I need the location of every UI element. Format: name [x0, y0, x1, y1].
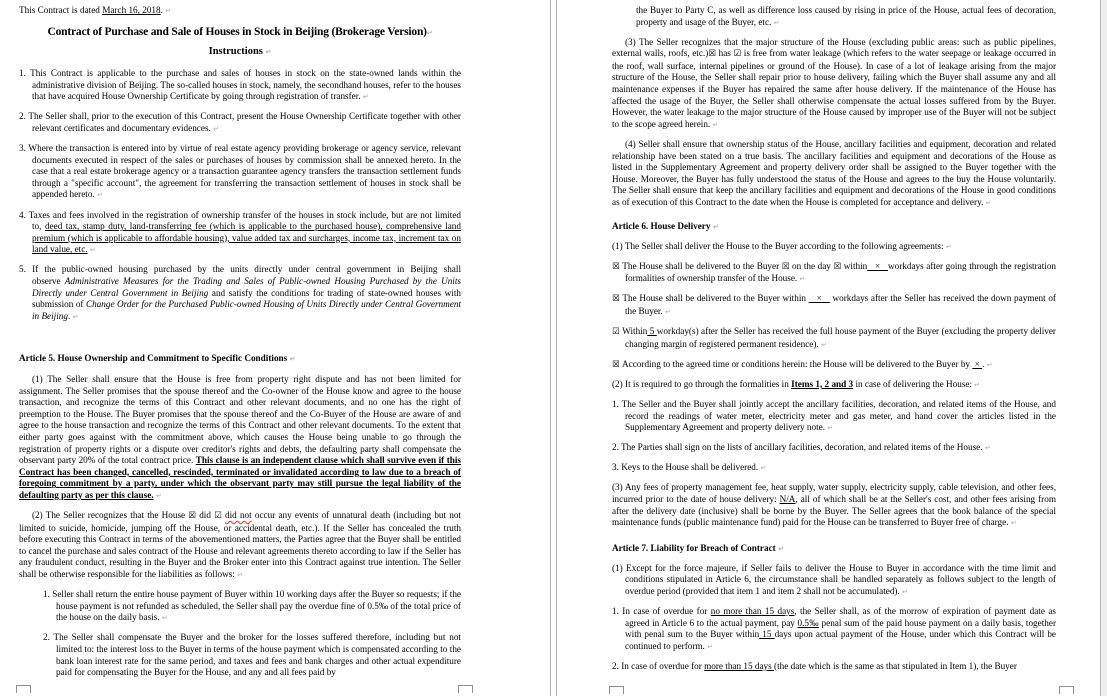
paragraph-mark: ↵ — [161, 614, 168, 623]
instruction-item-2 — [19, 111, 461, 135]
text-run: Instructions — [208, 46, 266, 58]
article-5-clause-2 — [19, 510, 461, 582]
underlined-text: more than 15 days — [704, 661, 775, 672]
text-run: (2) It is required to go through the formalities in — [612, 378, 792, 389]
paragraph-mark: ↵ — [799, 275, 806, 284]
bold-text: Article 6. House Delivery — [612, 220, 711, 231]
text-run: 1. This Contract is applicable to the purchase and sales of houses in stock on the state-owned lands within the administrative division of Beijing. The so-called houses in stock, namely, the secondhand houses, refer to the houses that have acquired House Ownership Certificate by going through registration of transfer. — [19, 68, 461, 102]
checkbox-icon: ☒ — [612, 359, 620, 370]
text-run: 1. Seller shall return the entire house payment of Buyer within 10 working days after the Buyer so requests; if the house payment is not refunded as scheduled, the Seller shall pay the overdue fine of 0.5‰ of the total price of the house on the daily basis. — [43, 589, 461, 623]
article-7-heading — [612, 543, 1056, 556]
paragraph-mark: ↵ — [986, 360, 993, 369]
paragraph-mark: ↵ — [362, 93, 369, 102]
text-run: 1. In case of overdue for — [612, 606, 711, 617]
text-run: 2. In case of overdue for — [612, 661, 705, 672]
text-boundary-mark — [1059, 686, 1074, 694]
article-5-clause-3 — [612, 37, 1056, 132]
delivery-option-3 — [612, 326, 1056, 351]
text-run: workdays after going through the registration formalities of ownership transfer of the House. — [625, 260, 1057, 284]
paragraph-mark: ↵ — [945, 242, 952, 251]
bold-underlined-text: Items 1, 2 and 3 — [791, 378, 854, 389]
italic-text: Administrative Measures for the Trading and Sales of Public-owned Housing Purchased by the Units Directly under Central Government in Beijing — [32, 276, 461, 298]
article-6-heading — [612, 221, 1056, 234]
right-page-text — [612, 5, 1056, 673]
window-background — [1101, 0, 1107, 696]
delivery-formality-2 — [612, 442, 1056, 455]
underlined-text: deed tax, stamp duty, land-transferring fee (which is applicable to the purchased house), comprehensive land premium (which is applicable to affordable housing), value added tax and surcharges, income tax, increment tax on land value, etc. — [32, 221, 461, 255]
checkbox-icon: ☑ — [733, 49, 742, 60]
delivery-formality-1 — [612, 399, 1056, 435]
underlined-text: × — [867, 260, 888, 271]
underlined-text: 15 — [759, 629, 775, 640]
bold-underlined-text: This clause is an independent clause which shall survive even if this Contract has been changed, cancelled, rescinded, terminated or invalidated according to law due to a breach of foregoing commitment by a party, under which the observant party may still pursue the legal liability of the defaulting party as per this clause. — [19, 455, 461, 500]
overdue-item-1 — [612, 606, 1056, 653]
paragraph-mark: ↵ — [426, 29, 433, 38]
checkbox-icon: ☒ — [188, 511, 197, 521]
overdue-item-2 — [612, 661, 1056, 673]
text-run: and satisfy the conditions for trading of state-owned houses with submission of — [32, 287, 461, 310]
text-run: 5. If the public-owned housing purchased by the units directly under central government in Beijing shall observe — [19, 264, 461, 286]
text-boundary-mark — [609, 686, 624, 694]
contract-title — [19, 25, 461, 41]
text-run: penal sum of the paid house payment on a daily basis, together with penal sum to the Buyer within — [625, 617, 1056, 640]
paragraph-mark: ↵ — [707, 642, 714, 651]
paragraph-mark: ↵ — [775, 544, 785, 553]
text-run: (1) The Seller shall ensure that the House is free from property right dispute and has not been limited for assignment. The Seller promises that the spouse thereof and the Co-owner of the House know and agree to the house transaction, and recognize the terms of this Contract and other relevant documents, and no one has the right of preemption to the House. The Buyer promises that the spouse thereof and the Co-Buyer of the House are aware of and agree to the house transaction and recognize the terms of this Contract and other relevant documents. To the extent that either party goes against with the commitment above, which causes the House being unable to go through the registration of property rights or a dispute over creditor's rights and debts, the defaulting party shall compensate the observant party 20% of the total contract price. — [19, 373, 461, 466]
delivery-formality-3 — [612, 462, 1056, 475]
paragraph-mark: ↵ — [237, 570, 244, 579]
text-run: . — [67, 310, 73, 321]
text-run: Contract of Purchase and Sale of Houses in Stock in Beijing (Brokerage Version) — [47, 26, 427, 39]
underlined-text: 0.5‰ — [797, 617, 819, 628]
text-run: on the day — [789, 260, 834, 271]
underlined-text: March 16, 2018 — [102, 5, 161, 15]
instruction-item-4 — [19, 210, 461, 257]
paragraph-mark: ↵ — [165, 7, 172, 15]
text-run: . — [160, 5, 166, 15]
article-6-clause-2 — [612, 379, 1056, 392]
text-run: (the date which is the same as that stipulated in Item 1), the Buyer — [774, 661, 1017, 672]
checkbox-icon: ☒ — [781, 261, 790, 272]
instructions-heading — [19, 45, 461, 59]
delivery-option-4 — [612, 359, 1056, 372]
text-run: (4) Seller shall ensure that ownership status of the House, ancillary facilities and equipment, decoration and related relationship have been stated on a true basis. The ancillary facilities and equipment and decorations of the House as listed in the Supplementary Agreement and property delivery order shall be assigned to the Buyer together with the House. Moreover, the Buyer has fully understood the status of the House and agrees to the buy the House voluntarily. The Seller shall ensure that keep the ancillary facilities and equipment and decorations of the House in good conditions as of execution of this Contract to the date when the House is completed for acceptance and delivery. — [612, 138, 1056, 207]
delivery-option-2 — [612, 293, 1056, 318]
paragraph-mark: ↵ — [760, 464, 767, 473]
text-run: 3. Where the transaction is entered into by virtue of real estate agency providing brokerage or agency service, relevant documents executed in respect of the sales or purchases of houses by commission shall be annexed hereto. In the case that a real estate brokerage agency or a transaction guarantee agency transfers the transaction settlement funds through a "specific account", the agreement for transferring the transaction settlement of houses in stock shall be appended hereto. — [19, 143, 461, 200]
left-page-text — [19, 5, 461, 679]
instruction-item-1 — [19, 68, 461, 104]
paragraph-mark: ↵ — [984, 444, 991, 453]
checkbox-icon: ☒ — [833, 261, 842, 272]
article-7-clause-1 — [612, 563, 1056, 599]
underlined-text: no more than 15 days — [710, 606, 795, 617]
text-run: has — [716, 48, 734, 59]
text-run: 2. The Parties shall sign on the lists of ancillary facilities, decoration, and related items of the House. — [612, 442, 985, 453]
underlined-text: × — [972, 358, 983, 369]
text-run: within — [841, 260, 868, 271]
text-run: days upon actual payment of the House, under which this Contract will be continued to perform. — [625, 629, 1057, 651]
paragraph-mark: ↵ — [72, 312, 79, 321]
paragraph-mark: ↵ — [710, 222, 719, 231]
paragraph-mark: ↵ — [827, 424, 834, 433]
paragraph-mark: ↵ — [902, 588, 908, 597]
article-5-clause-2-item-2 — [43, 632, 461, 678]
dated-line — [19, 5, 461, 18]
right-page[interactable] — [557, 0, 1101, 696]
paragraph-mark: ↵ — [265, 48, 272, 57]
delivery-option-1 — [612, 261, 1056, 286]
paragraph-mark: ↵ — [287, 355, 296, 364]
text-run: 4. Taxes and fees involved in the registration of ownership transfer of the houses in stock include, but are not limited to, — [19, 209, 461, 232]
text-run: , all of which shall be at the Seller's cost, and other fees arising from after the delivery date (inclusive) shall be borne by the Buyer. The Seller agrees that the book balance of the special maintenance funds (public maintenance fund) paid for the House can be transferred to Buyer free of charge. — [612, 494, 1056, 528]
bold-text: Article 5. House Ownership and Commitment to Specific Conditions — [19, 353, 288, 364]
checkbox-icon: ☒ — [612, 261, 620, 272]
paragraph-mark: ↵ — [155, 491, 162, 500]
text-run: (1) The Seller shall deliver the House to the Buyer according to the following agreements: — [612, 240, 946, 251]
checkbox-icon: ☒ — [612, 294, 620, 305]
text-run: occur any events of unnatural death (including but not limited to suicide, homicide, jumping off the House, or accidental death, etc.). If the Seller has concealed the truth before executing this Contract in terms of the abovementioned matters, the Parties agree that the Buyer shall be entitled to cancel the purchase and sales contract of the House and relevant agreements thereto according to law if the Seller has any fraudulent conduct, resulting in the Buyer and the Broker enter into this Contract against true intention. The Seller shall be otherwise responsible for the liabilities as follows: — [19, 510, 461, 579]
text-run: . — [982, 358, 987, 369]
paragraph-mark: ↵ — [665, 307, 671, 316]
text-run: The House shall be delivered to the Buyer within — [619, 293, 809, 304]
article-6-clause-1 — [612, 241, 1056, 254]
text-run: workdays after the Seller has received the down payment of the Buyer. — [625, 293, 1056, 316]
text-run: (3) Any fees of property management fee, heat supply, water supply, electricity supply, cable television, and other fees, incurred prior to the date of house delivery: — [612, 482, 1056, 504]
checkbox-icon: ☒ — [708, 49, 717, 60]
paragraph-mark: ↵ — [974, 380, 981, 389]
text-run: workday(s) after the Seller has received the full house payment of the Buyer (excluding the property deliver changing margin of registered permanent residence). — [625, 326, 1056, 349]
spellcheck-flagged-text: did not — [225, 510, 252, 520]
paragraph-mark: ↵ — [985, 198, 992, 207]
paragraph-mark: ↵ — [773, 18, 780, 27]
text-boundary-mark — [458, 685, 473, 693]
instruction-item-3 — [19, 143, 461, 202]
paragraph-mark: ↵ — [1010, 519, 1017, 528]
checkbox-icon: ☑ — [214, 511, 222, 521]
underlined-text: 5 — [647, 326, 657, 337]
text-run: According to the agreed time or conditions herein: the House will be delivered to the Buyer by — [619, 358, 973, 369]
text-run: 2. The Seller shall, prior to the execution of this Contract, present the House Ownership Certificate together with other relevant certificates and documentary evidences. — [19, 111, 461, 133]
checkbox-icon: ☑ — [612, 327, 620, 338]
article-5-clause-4 — [612, 139, 1056, 210]
instruction-item-5 — [19, 264, 461, 323]
text-run: Within — [619, 326, 648, 337]
text-run: 3. Keys to the House shall be delivered. — [612, 462, 761, 473]
bold-text: Article 7. Liability for Breach of Contract — [612, 542, 776, 553]
text-run: (2) The Seller recognizes that the House — [32, 510, 189, 520]
text-run: the Buyer to Party C, as well as difference loss caused by rising in price of the House, actual fees of decoration, property and usage of the Buyer, etc. — [636, 5, 1056, 27]
paragraph-mark: ↵ — [97, 191, 103, 200]
text-run: did — [196, 510, 215, 520]
text-run: The House shall be delivered to the Buyer — [619, 260, 782, 271]
left-page[interactable] — [0, 0, 551, 696]
article-5-clause-1 — [19, 374, 461, 503]
underlined-text: × — [808, 293, 830, 304]
text-run: is free from water leakage (which refers to the water seepage or leakage occurred in the roof, wall surface, internal pipelines or ground of the House). In case of a lot of leakage arising from the major structure of the House, the Seller shall repair prior to house delivery, failing which the Buyer shall assume any and all maintenance expenses if the Buyer has repaired the same after house delivery. If the maintenance of the House has affected the usage of the Buyer, the Seller shall otherwise compensate the actual losses suffered from by the Buyer. However, the water leakage to the major structure of the House caused by improper use of the Buyer will not be subject to the scope agreed herein. — [612, 48, 1056, 129]
article-5-clause-2-item-1 — [43, 589, 461, 625]
text-run: This Contract is dated — [19, 5, 103, 15]
text-run: , the Seller shall, as of the morrow of expiration of payment date as agreed in Article 6 to the actual payment, pay — [625, 606, 1056, 628]
text-run: (1) Except for the force majeure, if Seller fails to deliver the House to Buyer in accordance with the time limit and conditions stipulated in Article 6, the circumstance shall be handled separately as follows subject to the length of overdue period (provided that item 1 and item 2 shall not be accumulated). — [612, 562, 1056, 597]
text-run: (3) The Seller recognizes that the major structure of the House (excluding public areas: such as public pipelines, external walls, roofs, etc.) — [612, 36, 1056, 59]
text-run: 1. The Seller and the Buyer shall jointly accept the ancillary facilities, decoration, and related items of the House, and record the readings of water meter, electricity meter and gas meter, and hand cover the articles listed in the Supplementary Agreement and property delivery note. — [612, 398, 1056, 433]
article-5-heading — [19, 353, 461, 366]
paragraph-mark: ↵ — [821, 340, 827, 349]
paragraph-mark: ↵ — [89, 246, 96, 255]
article-5-clause-2-item-2-continued — [636, 5, 1056, 29]
paragraph-mark: ↵ — [712, 120, 719, 129]
text-boundary-mark — [16, 685, 31, 693]
text-run: in case of delivering the House: — [853, 378, 975, 389]
underlined-text: N/A — [779, 494, 796, 504]
text-run: 2. The Seller shall compensate the Buyer and the broker for the losses suffered therefore, including but not limited to: the interest loss to the Buyer in terms of the house payment which is compensated according to the bank loan interest rate for the same period, and taxes and fees and bank charges and other actual expenditure paid for compensating the Buyer for the House, and any and all fees paid by — [43, 632, 461, 678]
paragraph-mark: ↵ — [213, 124, 219, 133]
italic-text: Change Order for the Purchased Public-owned Housing of Units Directly under Central Government in Beijing — [32, 299, 461, 321]
article-6-clause-3 — [612, 482, 1056, 529]
